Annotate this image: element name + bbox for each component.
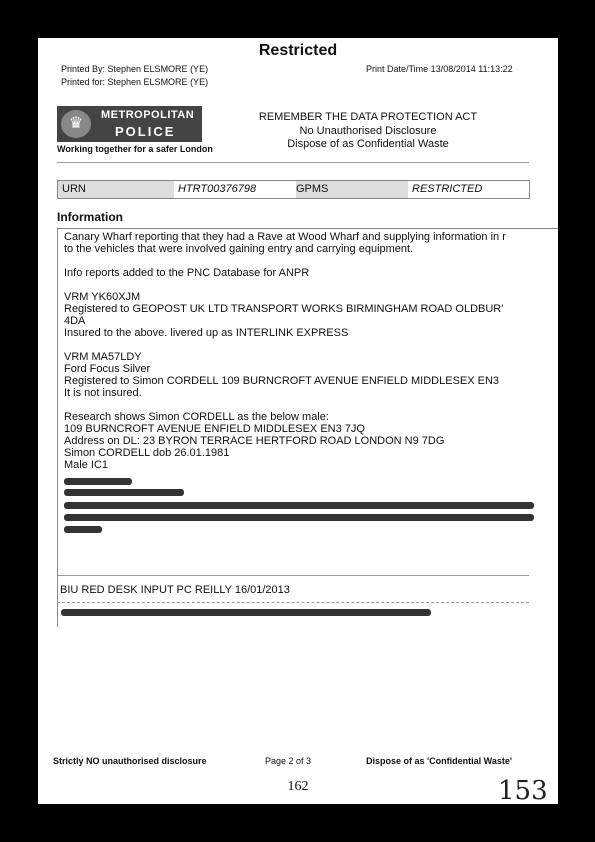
footer-page-count: Page 2 of 3 xyxy=(265,756,312,766)
met-police-logo xyxy=(57,106,202,142)
info-line xyxy=(64,255,558,267)
info-line: Simon CORDELL dob 26.01.1981 xyxy=(64,447,230,459)
information-box xyxy=(57,228,558,627)
info-line: VRM MA57LDY xyxy=(64,351,142,363)
logo-line-2: POLICE xyxy=(115,124,176,139)
info-line: Address on DL: 23 BYRON TERRACE HERTFORD ROAD LONDON N9 7DG xyxy=(64,435,445,447)
printed-by: Printed By: Stephen ELSMORE (YE) xyxy=(61,64,209,74)
gpms-label: GPMS xyxy=(296,183,329,195)
handwritten-number: 153 xyxy=(498,776,548,804)
redaction-bar xyxy=(64,502,534,509)
info-line: Registered to GEOPOST UK LTD TRANSPORT WORKS BIRMINGHAM ROAD OLDBUR' xyxy=(64,303,504,315)
urn-label: URN xyxy=(62,183,86,195)
urn-row xyxy=(57,180,530,199)
crest-icon: ♛ xyxy=(61,110,91,138)
redaction-bar xyxy=(64,489,184,496)
divider xyxy=(57,162,529,163)
info-line: Insured to the above. livered up as INTERLINK EXPRESS xyxy=(64,327,349,339)
info-line: VRM YK60XJM xyxy=(64,291,141,303)
classification-title: Restricted xyxy=(258,42,338,59)
logo-tagline: Working together for a safer London xyxy=(57,144,213,154)
footer-dispose: Dispose of as 'Confidential Waste' xyxy=(366,756,512,766)
info-line: Canary Wharf reporting that they had a Rave at Wood Wharf and supplying information in r xyxy=(64,231,506,243)
document-page xyxy=(38,38,558,804)
footer-disclosure: Strictly NO unauthorised disclosure xyxy=(53,756,207,766)
gpms-value: RESTRICTED xyxy=(408,181,529,198)
divider xyxy=(57,602,529,603)
divider xyxy=(57,575,529,576)
info-line: to the vehicles that were involved gaining entry and carrying equipment. xyxy=(64,243,414,255)
no-disclosure-notice: No Unauthorised Disclosure xyxy=(299,125,437,137)
biu-input-line: BIU RED DESK INPUT PC REILLY 16/01/2013 xyxy=(60,584,290,596)
print-datetime: Print Date/Time 13/08/2014 11:13:22 xyxy=(366,64,513,74)
info-line xyxy=(64,279,558,291)
dispose-notice: Dispose of as Confidential Waste xyxy=(287,138,449,150)
redaction-bar xyxy=(64,514,534,521)
info-line: Ford Focus Silver xyxy=(64,363,151,375)
info-line: It is not insured. xyxy=(64,387,142,399)
info-line xyxy=(64,339,558,351)
info-line: Research shows Simon CORDELL as the below male: xyxy=(64,411,329,423)
info-line: Male IC1 xyxy=(64,459,109,471)
info-line xyxy=(64,399,558,411)
printed-for: Printed for: Stephen ELSMORE (YE) xyxy=(61,77,209,87)
redaction-bar xyxy=(61,609,431,616)
info-line: 4DA xyxy=(64,315,86,327)
information-text xyxy=(64,231,558,471)
data-protection-notice: REMEMBER THE DATA PROTECTION ACT xyxy=(258,111,478,123)
urn-value: HTRT00376798 xyxy=(174,181,296,198)
info-line: Info reports added to the PNC Database for ANPR xyxy=(64,267,310,279)
info-line: 109 BURNCROFT AVENUE ENFIELD MIDDLESEX EN3 7JQ xyxy=(64,423,365,435)
page-number: 162 xyxy=(287,779,309,794)
info-line: Registered to Simon CORDELL 109 BURNCROFT AVENUE ENFIELD MIDDLESEX EN3 xyxy=(64,375,500,387)
logo-line-1: METROPOLITAN xyxy=(101,109,195,121)
redaction-bar xyxy=(64,478,132,485)
information-heading: Information xyxy=(57,210,123,224)
redaction-bar xyxy=(64,526,102,533)
